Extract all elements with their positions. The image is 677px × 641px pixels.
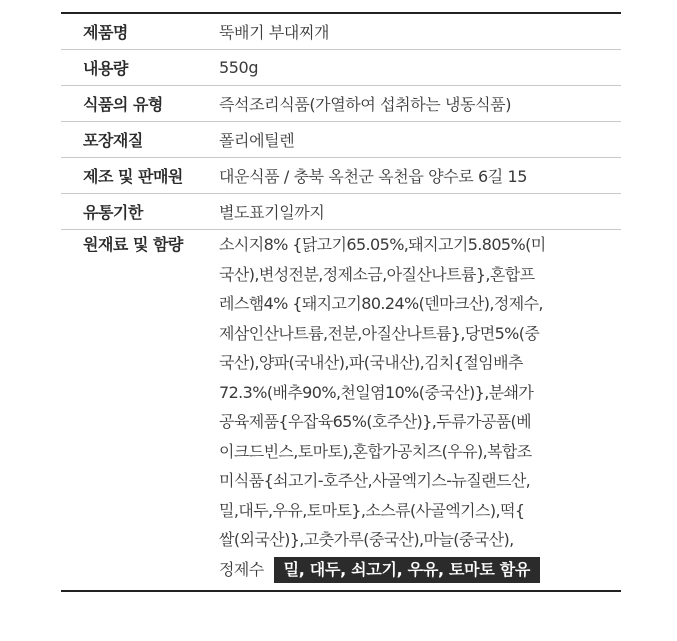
packaging-value: 폴리에틸렌 <box>219 131 295 150</box>
net-weight-label: 내용량 <box>83 59 128 78</box>
ingredients-line: 소시지8% {닭고기65.05%,돼지고기5.805%(미 <box>219 235 546 254</box>
row-ingredients <box>61 230 621 590</box>
product-name-label: 제품명 <box>83 23 128 42</box>
ingredients-line: 미식품{쇠고기-호주산,사골엑기스-뉴질랜드산, <box>219 471 531 490</box>
row-expiry <box>61 194 621 230</box>
ingredients-line: 레스햄4% {돼지고기80.24%(덴마크산),정제수, <box>219 294 543 313</box>
food-type-value: 즉석조리식품(가열하여 섭취하는 냉동식품) <box>219 95 512 114</box>
ingredients-line: 공육제품{우잡육65%(호주산)},두류가공품(베 <box>219 412 532 431</box>
row-packaging <box>61 122 621 158</box>
ingredients-line: 제삼인산나트륨,전분,아질산나트륨},당면5%(중 <box>219 323 540 343</box>
ingredients-line: 72.3%(배추90%,천일염10%(중국산)},분쇄가 <box>219 382 534 402</box>
table-bottom-rule <box>61 590 621 592</box>
allergen-badge: 밀, 대두, 쇠고기, 우유, 토마토 함유 <box>274 557 541 583</box>
ingredients-line: 밀,대두,우유,토마토},소스류(사골엑기스),떡{ <box>219 500 525 520</box>
net-weight-value: 550g <box>219 58 259 77</box>
row-food-type <box>61 86 621 122</box>
product-info-table <box>61 12 621 592</box>
row-net-weight <box>61 50 621 86</box>
expiry-value: 별도표기일까지 <box>219 203 325 222</box>
ingredients-value <box>219 230 617 584</box>
ingredients-last-line <box>219 555 617 585</box>
ingredients-line: 이크드빈스,토마토),혼합가공치즈(우유),복합조 <box>219 441 532 461</box>
manufacturer-label: 제조 및 판매원 <box>83 167 183 186</box>
product-name-value: 뚝배기 부대찌개 <box>219 23 330 42</box>
food-type-label: 식품의 유형 <box>83 95 163 114</box>
ingredients-label: 원재료 및 함량 <box>83 235 183 254</box>
ingredients-last-text: 정제수 <box>219 559 264 579</box>
row-manufacturer <box>61 158 621 194</box>
packaging-label: 포장재질 <box>83 131 143 150</box>
ingredients-line: 국산),변성전분,정제소금,아질산나트륨},혼합프 <box>219 264 535 284</box>
row-product-name <box>61 14 621 50</box>
manufacturer-value: 대운식품 / 충북 옥천군 옥천읍 양수로 6길 15 <box>219 167 528 186</box>
ingredients-line: 쌀(외국산)},고춧가루(중국산),마늘(중국산), <box>219 530 514 549</box>
ingredients-line: 국산),양파(국내산),파(국내산),김치{절임배추 <box>219 353 523 372</box>
expiry-label: 유통기한 <box>83 203 143 222</box>
